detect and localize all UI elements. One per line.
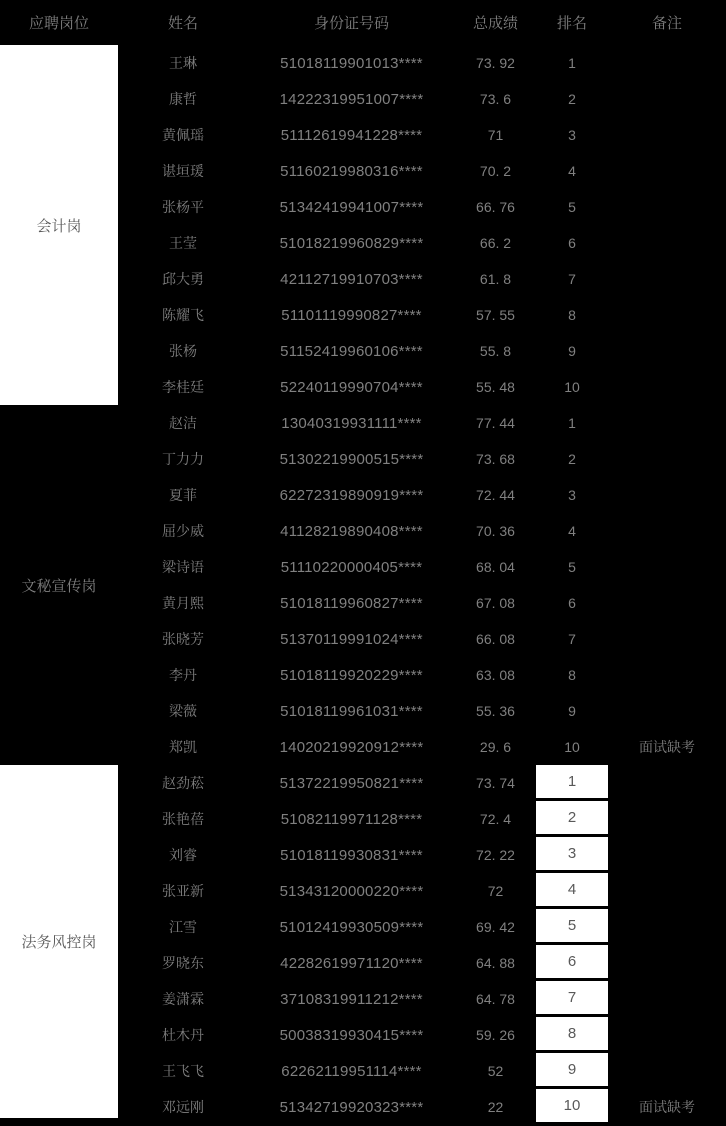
position-label: 法务风控岗 <box>21 934 97 951</box>
group-accounting-rows <box>118 45 726 405</box>
score: 68. 04 <box>476 559 515 575</box>
id: 51018119901013**** <box>280 54 423 72</box>
score: 70. 2 <box>479 163 512 179</box>
position-cell-secretary-publicity <box>0 405 118 765</box>
score: 73. 74 <box>476 775 515 791</box>
remark <box>608 945 726 981</box>
id: 51018219960829**** <box>279 234 424 252</box>
group-legal-risk-control-rows <box>118 765 726 1125</box>
remark <box>608 621 726 657</box>
id: 14020219920912**** <box>279 738 424 756</box>
table-row <box>118 189 726 225</box>
header-position-column: 应聘岗位 <box>28 15 89 32</box>
table-row <box>118 117 726 153</box>
score: 72. 22 <box>476 847 515 863</box>
id: 51110220000405**** <box>280 558 423 576</box>
table-header-row <box>0 0 726 45</box>
remark <box>608 549 726 585</box>
score: 67. 08 <box>476 595 515 611</box>
table-row <box>118 657 726 693</box>
name: 邱大勇 <box>162 271 204 287</box>
rank: 2 <box>568 91 576 107</box>
id: 37108319911212**** <box>280 990 423 1008</box>
group-legal-risk-control <box>0 765 726 1125</box>
rank: 8 <box>568 667 576 683</box>
table-row <box>118 441 726 477</box>
name: 夏菲 <box>169 487 197 503</box>
name: 屈少威 <box>162 523 204 539</box>
score: 55. 48 <box>476 379 515 395</box>
name: 郑凯 <box>169 739 197 755</box>
name: 姜潇霖 <box>162 991 204 1007</box>
name: 张杨平 <box>162 199 204 215</box>
score: 64. 78 <box>476 991 515 1007</box>
remark <box>608 333 726 369</box>
score: 22 <box>487 1099 504 1115</box>
name: 黄佩瑶 <box>162 127 204 143</box>
rank: 3 <box>568 487 576 503</box>
id: 51012419930509**** <box>279 918 424 936</box>
score: 66. 76 <box>476 199 515 215</box>
table-row <box>118 837 726 873</box>
name: 梁薇 <box>169 703 197 719</box>
remark <box>608 837 726 873</box>
score: 72. 4 <box>479 811 512 827</box>
name: 黄月熙 <box>162 595 204 611</box>
id: 50038319930415**** <box>279 1026 424 1044</box>
remark <box>608 513 726 549</box>
id: 42282619971120**** <box>280 954 423 972</box>
name: 张艳蓓 <box>162 811 204 827</box>
table-row <box>118 297 726 333</box>
score: 63. 08 <box>476 667 515 683</box>
remark <box>608 765 726 801</box>
score: 59. 26 <box>476 1027 515 1043</box>
position-label: 会计岗 <box>36 217 82 235</box>
name: 张晓芳 <box>162 631 204 647</box>
header-name-column: 姓名 <box>167 15 198 32</box>
table-row <box>118 405 726 441</box>
name: 罗晓东 <box>162 955 204 971</box>
table-row <box>118 477 726 513</box>
rank: 7 <box>568 631 576 647</box>
table-row <box>118 333 726 369</box>
id: 42112719910703**** <box>280 270 423 288</box>
name: 谌垣瑗 <box>162 163 204 179</box>
score: 52 <box>487 1063 504 1079</box>
rank: 5 <box>568 199 576 215</box>
name: 李丹 <box>169 667 197 683</box>
name: 江雪 <box>169 919 197 935</box>
table-row <box>118 585 726 621</box>
group-accounting <box>0 45 726 405</box>
rank: 2 <box>536 801 608 837</box>
group-secretary-publicity-rows <box>118 405 726 765</box>
remark <box>608 585 726 621</box>
header-rank-column: 排名 <box>556 15 587 32</box>
rank: 1 <box>568 415 576 431</box>
rank: 9 <box>536 1053 608 1089</box>
name: 王莹 <box>169 235 197 251</box>
score: 57. 55 <box>476 307 515 323</box>
id: 52240119990704**** <box>280 378 423 396</box>
name: 李桂廷 <box>162 379 204 395</box>
rank: 10 <box>536 1089 608 1125</box>
name: 杜木丹 <box>162 1027 204 1043</box>
remark <box>608 153 726 189</box>
remark <box>608 189 726 225</box>
table-row <box>118 621 726 657</box>
rank: 1 <box>536 765 608 801</box>
remark <box>608 693 726 729</box>
rank: 4 <box>568 163 576 179</box>
table-row <box>118 261 726 297</box>
table-row <box>118 729 726 765</box>
table-row <box>118 945 726 981</box>
id: 51370119991024**** <box>280 630 423 648</box>
score: 72. 44 <box>476 487 515 503</box>
name: 赵劲菘 <box>162 775 204 791</box>
rank: 5 <box>568 559 576 575</box>
table-row <box>118 801 726 837</box>
remark <box>608 405 726 441</box>
score: 73. 68 <box>476 451 515 467</box>
rank: 7 <box>536 981 608 1017</box>
header-id-number-column: 身份证号码 <box>313 15 389 32</box>
remark <box>608 81 726 117</box>
header-total-score-column: 总成绩 <box>472 15 518 32</box>
rank: 4 <box>536 873 608 909</box>
remark <box>608 297 726 333</box>
rank: 8 <box>568 307 576 323</box>
rank: 1 <box>568 55 576 71</box>
table-row <box>118 873 726 909</box>
rank: 6 <box>568 595 576 611</box>
name: 刘睿 <box>169 847 197 863</box>
rank: 5 <box>536 909 608 945</box>
rank: 3 <box>536 837 608 873</box>
id: 51101119990827**** <box>281 306 422 324</box>
table-row <box>118 225 726 261</box>
name: 王飞飞 <box>162 1063 204 1079</box>
table-row <box>118 369 726 405</box>
name: 王琳 <box>169 55 197 71</box>
id: 62272319890919**** <box>279 486 424 504</box>
score: 66. 2 <box>479 235 512 251</box>
id: 51342419941007**** <box>279 198 424 216</box>
id: 14222319951007**** <box>279 90 424 108</box>
id: 51160219980316**** <box>280 162 423 180</box>
remark <box>608 369 726 405</box>
score: 71 <box>487 127 504 143</box>
table-row <box>118 513 726 549</box>
rank: 10 <box>564 739 580 755</box>
name: 梁诗语 <box>162 559 204 575</box>
id: 51018119920229**** <box>280 666 423 684</box>
id: 13040319931111**** <box>281 414 422 432</box>
rank: 10 <box>564 379 580 395</box>
id: 51343120000220**** <box>279 882 424 900</box>
rank: 9 <box>568 343 576 359</box>
name: 康哲 <box>169 91 197 107</box>
position-cell-accounting <box>0 45 118 405</box>
name: 张亚新 <box>162 883 204 899</box>
id: 51018119960827**** <box>280 594 423 612</box>
table-row <box>118 909 726 945</box>
table-row <box>118 1053 726 1089</box>
rank: 6 <box>536 945 608 981</box>
score: 72 <box>487 883 504 899</box>
id: 51112619941228**** <box>280 126 423 144</box>
table-row <box>118 765 726 801</box>
table-row <box>118 549 726 585</box>
score: 70. 36 <box>476 523 515 539</box>
rank: 4 <box>568 523 576 539</box>
id: 51152419960106**** <box>280 342 423 360</box>
remark <box>608 981 726 1017</box>
id: 62262119951114**** <box>281 1062 422 1080</box>
position-label: 文秘宣传岗 <box>21 577 97 595</box>
score: 61. 8 <box>479 271 512 287</box>
score: 69. 42 <box>476 919 515 935</box>
score: 29. 6 <box>479 739 512 755</box>
name: 邓远刚 <box>162 1099 204 1115</box>
table-row <box>118 1089 726 1125</box>
id: 51082119971128**** <box>280 810 423 828</box>
id: 51018119961031**** <box>280 702 423 720</box>
remark <box>608 441 726 477</box>
remark: 面试缺考 <box>639 1099 695 1115</box>
id: 51372219950821**** <box>279 774 424 792</box>
name: 陈耀飞 <box>162 307 204 323</box>
score: 64. 88 <box>476 955 515 971</box>
remark <box>608 117 726 153</box>
name: 赵洁 <box>169 415 197 431</box>
remark <box>608 225 726 261</box>
remark <box>608 45 726 81</box>
score: 77. 44 <box>476 415 515 431</box>
remark <box>608 657 726 693</box>
rank: 7 <box>568 271 576 287</box>
remark <box>608 909 726 945</box>
table-row <box>118 693 726 729</box>
remark <box>608 801 726 837</box>
id: 51018119930831**** <box>280 846 423 864</box>
id: 51302219900515**** <box>279 450 424 468</box>
score: 73. 6 <box>479 91 512 107</box>
rank: 9 <box>568 703 576 719</box>
table-row <box>118 45 726 81</box>
rank: 3 <box>568 127 576 143</box>
table-row <box>118 81 726 117</box>
remark: 面试缺考 <box>639 739 695 755</box>
id: 41128219890408**** <box>280 522 423 540</box>
rank: 6 <box>568 235 576 251</box>
table-row <box>118 153 726 189</box>
score: 66. 08 <box>476 631 515 647</box>
remark <box>608 873 726 909</box>
rank: 2 <box>568 451 576 467</box>
score: 55. 36 <box>476 703 515 719</box>
score: 55. 8 <box>479 343 512 359</box>
id: 51342719920323**** <box>279 1098 424 1116</box>
header-remark-column: 备注 <box>651 15 682 32</box>
table-row <box>118 981 726 1017</box>
remark <box>608 261 726 297</box>
position-cell-legal-risk-control <box>0 765 118 1125</box>
name: 张杨 <box>169 343 197 359</box>
remark <box>608 1053 726 1089</box>
group-secretary-publicity <box>0 405 726 765</box>
remark <box>608 477 726 513</box>
rank: 8 <box>536 1017 608 1053</box>
name: 丁力力 <box>162 451 204 467</box>
table-row <box>118 1017 726 1053</box>
score: 73. 92 <box>476 55 515 71</box>
remark <box>608 1017 726 1053</box>
